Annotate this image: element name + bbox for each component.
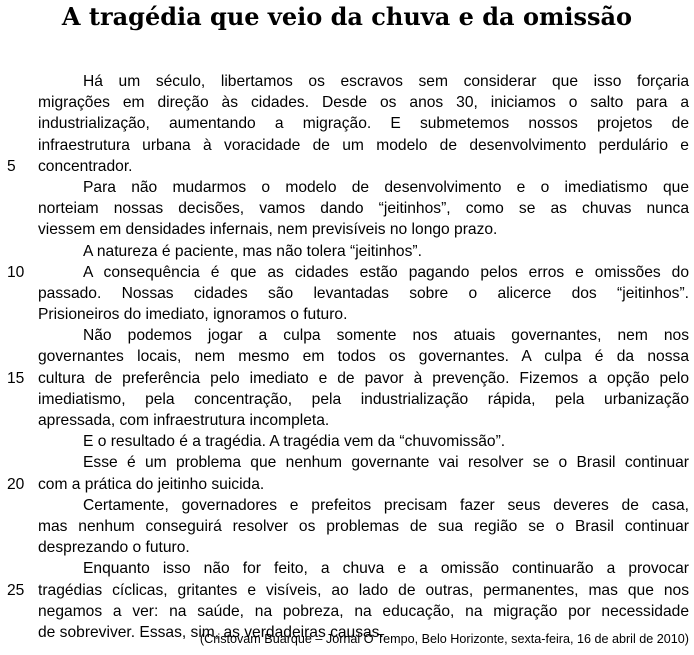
line-text: A consequência é que as cidades estão pagando pelos erros e omissões do <box>83 263 689 281</box>
text-line <box>7 580 689 601</box>
line-text: A natureza é paciente, mas não tolera “jeitinhos”. <box>83 242 422 260</box>
text-line <box>38 113 689 134</box>
text-line <box>38 92 689 113</box>
line-text: industrialização, aumentando a migração. E submetemos nossos projetos de <box>38 115 689 133</box>
text-line <box>38 304 689 325</box>
text-line <box>38 389 689 410</box>
line-number: 20 <box>7 475 25 493</box>
line-text: com a prática do jeitinho suicida. <box>38 475 265 493</box>
line-number: 25 <box>7 581 25 599</box>
text-line <box>38 346 689 367</box>
article-body <box>7 71 689 643</box>
line-text: de sobreviver. Essas, sim, as verdadeiras causas. <box>38 623 384 641</box>
text-line <box>7 368 689 389</box>
line-text: cultura de preferência pelo imediato e de pavor à prevenção. Fizemos a opção pelo <box>38 369 689 387</box>
line-text: negamos a ver: na saúde, na pobreza, na educação, na migração por necessidade <box>38 602 689 620</box>
line-number: 15 <box>7 369 25 387</box>
text-line <box>38 325 689 346</box>
line-text: E o resultado é a tragédia. A tragédia vem da “chuvomissão”. <box>83 433 506 451</box>
text-line <box>38 601 689 622</box>
line-text: imediatismo, pela concentração, pela industrialização rápida, pela urbanização <box>38 390 689 408</box>
line-text: Esse é um problema que nenhum governante vai resolver se o Brasil continuar <box>83 454 689 472</box>
line-text: Há um século, libertamos os escravos sem considerar que isso forçaria <box>83 73 689 90</box>
text-line <box>7 474 689 495</box>
line-text: governantes locais, nem mesmo em todos os governantes. A culpa é da nossa <box>38 348 689 366</box>
source-citation: (Cristovam Buarque – Jornal O Tempo, Belo Horizonte, sexta-feira, 16 de abril de 2010) <box>199 632 689 646</box>
line-text: Certamente, governadores e prefeitos precisam fazer seus deveres de casa, <box>83 496 689 514</box>
line-text: tragédias cíclicas, gritantes e visíveis, ao lado de outras, permanentes, mas que nos <box>38 581 689 599</box>
line-text: viessem em densidades infernais, nem previsíveis no longo prazo. <box>38 221 498 239</box>
line-text: Não podemos jogar a culpa somente nos atuais governantes, nem nos <box>83 327 689 345</box>
text-line <box>38 495 689 516</box>
text-line <box>38 410 689 431</box>
text-line <box>38 558 689 579</box>
line-text: Para não mudarmos o modelo de desenvolvimento e o imediatismo que <box>83 178 689 196</box>
line-text: norteiam nossas decisões, vamos dando “jeitinhos”, como se as chuvas nunca <box>38 200 689 218</box>
line-text: Prisioneiros do imediato, ignoramos o futuro. <box>38 306 348 324</box>
text-line <box>38 516 689 537</box>
text-line <box>38 452 689 473</box>
text-line <box>38 431 689 452</box>
line-text: mas nenhum conseguirá resolver os problemas de sua região se o Brasil continuar <box>38 517 689 535</box>
line-text: Enquanto isso não for feito, a chuva e a omissão continuarão a provocar <box>83 560 689 578</box>
text-line <box>38 241 689 262</box>
line-text: infraestrutura urbana à voracidade de um modelo de desenvolvimento perdulário e <box>38 136 689 154</box>
text-line <box>38 283 689 304</box>
text-line <box>38 135 689 156</box>
text-line <box>38 71 689 92</box>
text-line <box>7 262 689 283</box>
text-line <box>38 219 689 240</box>
line-text: desprezando o futuro. <box>38 539 190 557</box>
text-line <box>38 198 689 219</box>
text-line <box>7 156 689 177</box>
text-line <box>38 177 689 198</box>
line-text: apressada, com infraestrutura incompleta. <box>38 412 330 429</box>
line-text: passado. Nossas cidades são levantadas sobre o alicerce dos “jeitinhos”. <box>38 284 689 302</box>
line-number: 5 <box>7 157 16 175</box>
article-title: A tragédia que veio da chuva e da omissão <box>61 2 633 31</box>
text-line <box>38 537 689 558</box>
line-text: migrações em direção às cidades. Desde os anos 30, iniciamos o salto para a <box>38 94 689 112</box>
line-number: 10 <box>7 263 25 281</box>
line-text: concentrador. <box>38 157 133 175</box>
